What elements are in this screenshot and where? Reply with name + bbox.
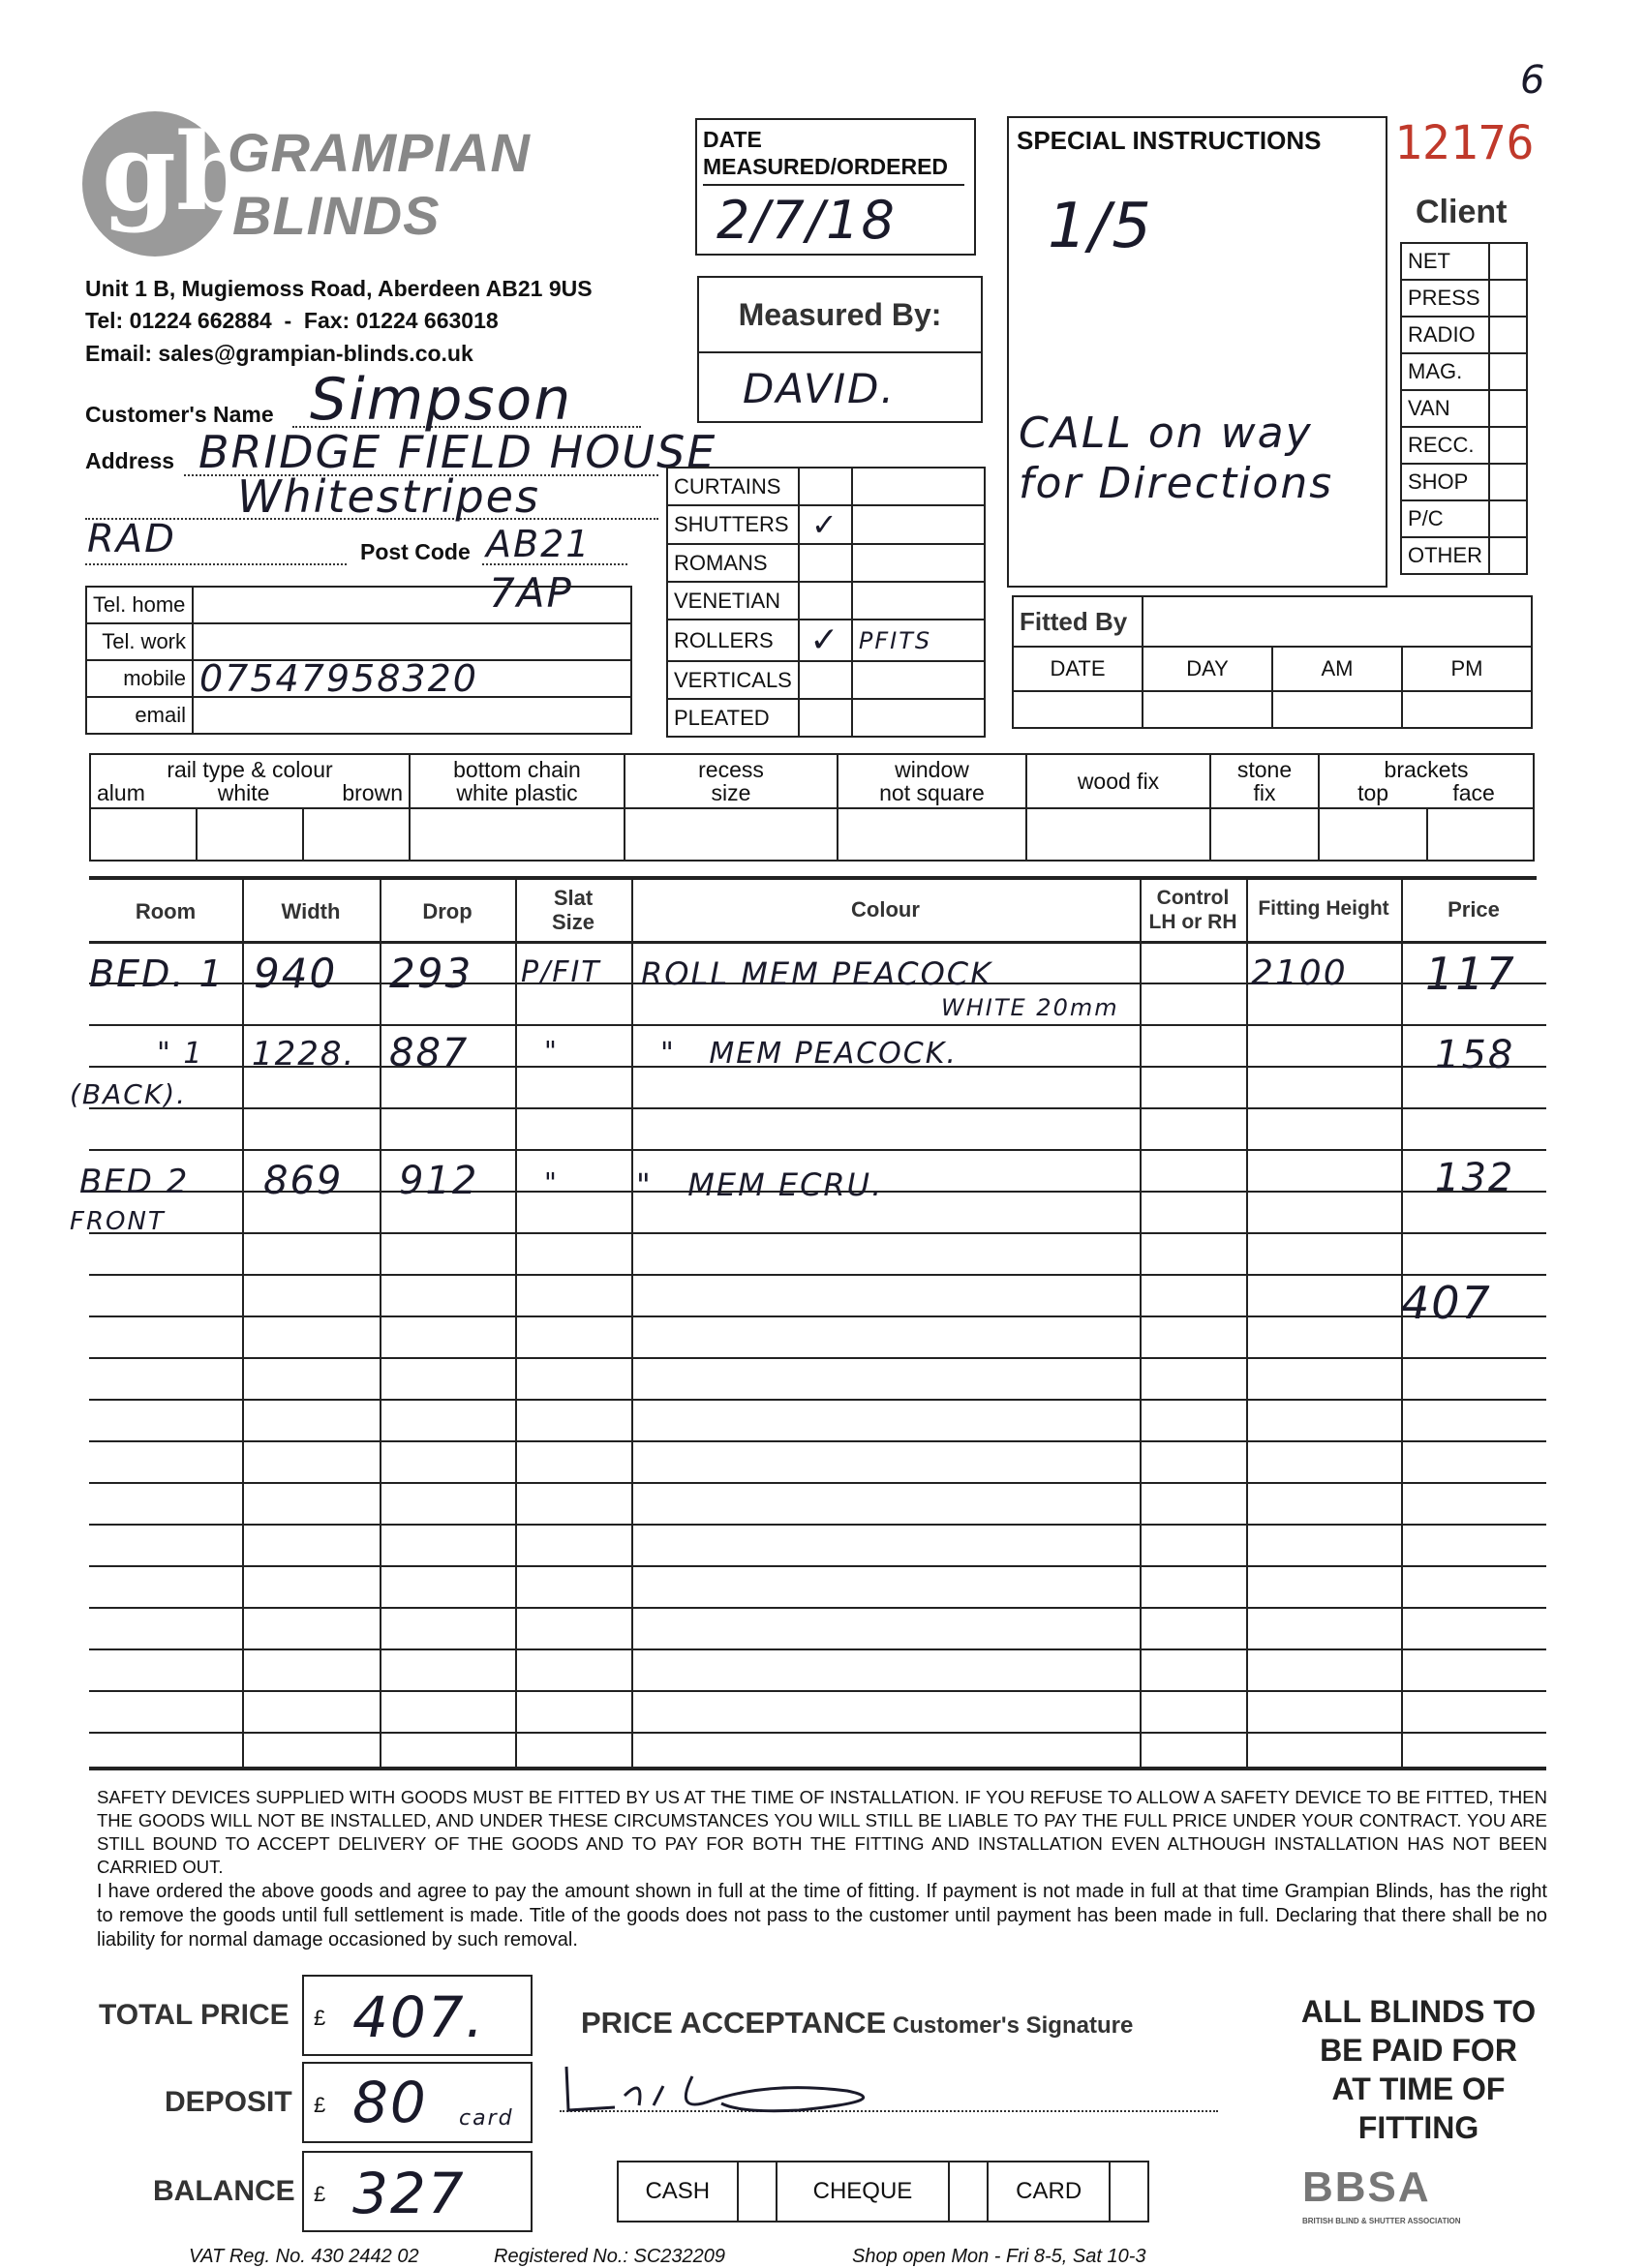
header-slat bbox=[515, 886, 631, 934]
row1-colour2[interactable]: WHITE 20mm bbox=[941, 994, 1119, 1021]
row-line bbox=[89, 941, 1546, 944]
row-line bbox=[89, 1232, 1546, 1234]
address-value1[interactable]: BRIDGE FIELD HOUSE bbox=[198, 426, 717, 478]
fitted-am-label: AM bbox=[1272, 647, 1402, 691]
customer-name-label: Customer's Name bbox=[85, 402, 274, 427]
row-line bbox=[89, 1482, 1546, 1484]
row-line bbox=[89, 1399, 1546, 1401]
footer-registered: Registered No.: SC232209 bbox=[494, 2246, 726, 2267]
col-divider-4 bbox=[631, 880, 633, 1767]
row2-colour[interactable]: " MEM PEACOCK. bbox=[660, 1037, 958, 1071]
client-pc-check[interactable] bbox=[1489, 500, 1527, 537]
payment-card-label: CARD bbox=[988, 2162, 1110, 2222]
product-shutters-note[interactable] bbox=[852, 505, 985, 544]
payment-methods-table bbox=[617, 2161, 1149, 2223]
measured-by-label: Measured By: bbox=[699, 278, 981, 353]
payment-cash-check[interactable] bbox=[738, 2162, 777, 2222]
order-table-bottom-rule bbox=[89, 1767, 1546, 1770]
client-press: PRESS bbox=[1401, 280, 1489, 317]
agreement-text: I have ordered the above goods and agree to pay the amount shown in full at the time of fitting. If payment is not made in full at that time Grampian Blinds, has the right to remove the goods until full settlement is made. Title of the goods does not pass to the customer until payment has been made in full. Declaring that there shall be no liability for normal damage occasioned by such removal. bbox=[97, 1881, 1547, 1950]
date-box bbox=[695, 118, 976, 256]
notice-line4: FITTING bbox=[1357, 2110, 1479, 2145]
client-table bbox=[1400, 242, 1528, 575]
notice-line1: ALL BLINDS TO bbox=[1300, 1994, 1537, 2029]
face-label: face bbox=[1452, 780, 1495, 805]
rail-type-label: rail type & colour bbox=[167, 757, 333, 782]
deposit-currency: £ bbox=[314, 2093, 326, 2117]
header-colour: Colour bbox=[851, 897, 920, 922]
client-recc-check[interactable] bbox=[1489, 427, 1527, 464]
client-other: OTHER bbox=[1401, 537, 1489, 574]
header-control bbox=[1140, 886, 1246, 934]
mobile-label: mobile bbox=[86, 660, 193, 697]
stone-fix-header bbox=[1210, 754, 1319, 808]
client-mag: MAG. bbox=[1401, 353, 1489, 390]
wood-fix-header: wood fix bbox=[1026, 754, 1210, 808]
phone-table bbox=[85, 586, 632, 735]
alum-field[interactable] bbox=[90, 808, 197, 861]
address-value2[interactable]: Whitestripes bbox=[237, 470, 540, 523]
date-value: 2/7/18 bbox=[716, 190, 897, 251]
row3-price[interactable]: 132 bbox=[1435, 1156, 1515, 1200]
measured-by-value: DAVID. bbox=[743, 365, 896, 412]
deposit-box[interactable] bbox=[302, 2062, 533, 2143]
email-field[interactable] bbox=[193, 697, 631, 734]
client-shop-check[interactable] bbox=[1489, 464, 1527, 500]
recess-label: recess bbox=[698, 757, 764, 782]
price-acceptance-label: PRICE ACCEPTANCE bbox=[581, 2006, 887, 2040]
header-slat-1: Slat bbox=[553, 886, 594, 910]
client-radio: RADIO bbox=[1401, 317, 1489, 353]
product-verticals-check[interactable] bbox=[799, 661, 852, 699]
special-instructions-value2: CALL on way for Directions bbox=[1019, 408, 1334, 508]
row-line bbox=[89, 1149, 1546, 1151]
product-pleated-note[interactable] bbox=[852, 699, 985, 737]
row1-price[interactable]: 117 bbox=[1425, 948, 1516, 1000]
row-line bbox=[89, 1690, 1546, 1692]
row2-drop[interactable]: 887 bbox=[389, 1031, 470, 1075]
balance-box[interactable] bbox=[302, 2151, 533, 2232]
product-romans-check[interactable] bbox=[799, 544, 852, 582]
client-shop: SHOP bbox=[1401, 464, 1489, 500]
client-press-check[interactable] bbox=[1489, 280, 1527, 317]
wood-fix-field[interactable] bbox=[1026, 808, 1210, 861]
company-address: Unit 1 B, Mugiemoss Road, Aberdeen AB21 9US bbox=[85, 276, 593, 301]
stone-label: stone bbox=[1236, 757, 1293, 782]
row1-colour[interactable]: ROLL MEM PEACOCK bbox=[641, 955, 993, 992]
product-shutters: SHUTTERS bbox=[667, 505, 799, 544]
company-name-line2: BLINDS bbox=[232, 185, 441, 246]
address-line3 bbox=[85, 563, 347, 565]
product-pleated-check[interactable] bbox=[799, 699, 852, 737]
order-table bbox=[70, 880, 1546, 1767]
recess-size-field[interactable] bbox=[625, 808, 838, 861]
footer-vat: VAT Reg. No. 430 2442 02 bbox=[189, 2246, 419, 2267]
total-price-label: TOTAL PRICE bbox=[99, 1999, 290, 2031]
window-label: window bbox=[895, 757, 969, 782]
col-divider-3 bbox=[515, 880, 517, 1767]
row-line bbox=[89, 1648, 1546, 1650]
row3-width[interactable]: 869 bbox=[263, 1159, 344, 1203]
address-value3[interactable]: RAD bbox=[87, 517, 176, 561]
row3-colour[interactable]: " MEM ECRU. bbox=[636, 1166, 884, 1203]
product-venetian-note[interactable] bbox=[852, 582, 985, 620]
row2-room2[interactable]: (BACK). bbox=[70, 1078, 188, 1110]
client-van-check[interactable] bbox=[1489, 390, 1527, 427]
company-phone: Tel: 01224 662884 - Fax: 01224 663018 bbox=[85, 308, 499, 333]
row1-slat[interactable]: P/FIT bbox=[521, 955, 601, 989]
notice-line3: AT TIME OF bbox=[1331, 2071, 1506, 2106]
postcode-value[interactable]: AB21 bbox=[486, 523, 592, 565]
total-price-value: 407. bbox=[352, 1984, 486, 2050]
special-instructions-value1: 1/5 bbox=[1048, 191, 1153, 262]
brackets-label: brackets bbox=[1384, 757, 1469, 782]
window-header bbox=[838, 754, 1026, 808]
date-label: DATE MEASURED/ORDERED bbox=[703, 126, 964, 186]
specs-table bbox=[89, 753, 1535, 862]
top-label: top bbox=[1357, 780, 1389, 805]
row3-slat[interactable]: " bbox=[544, 1166, 559, 1198]
deposit-value: 80 bbox=[352, 2070, 428, 2135]
payment-cheque-check[interactable] bbox=[949, 2162, 988, 2222]
row2-slat[interactable]: " bbox=[544, 1035, 559, 1067]
product-curtains-check[interactable] bbox=[799, 468, 852, 505]
product-pleated: PLEATED bbox=[667, 699, 799, 737]
product-venetian: VENETIAN bbox=[667, 582, 799, 620]
balance-value: 327 bbox=[352, 2161, 466, 2226]
product-romans: ROMANS bbox=[667, 544, 799, 582]
address-label: Address bbox=[85, 448, 175, 473]
page-number: 6 bbox=[1520, 58, 1547, 103]
size-label: size bbox=[711, 780, 751, 805]
white-field[interactable] bbox=[197, 808, 303, 861]
special-instructions-box bbox=[1007, 116, 1387, 588]
header-price: Price bbox=[1448, 897, 1500, 922]
tel-home-label: Tel. home bbox=[86, 587, 193, 623]
product-verticals-note[interactable] bbox=[852, 661, 985, 699]
notice-line2: BE PAID FOR bbox=[1320, 2033, 1517, 2068]
brackets-header bbox=[1319, 754, 1534, 808]
row-line bbox=[89, 1315, 1546, 1317]
product-curtains: CURTAINS bbox=[667, 468, 799, 505]
order-number: 12176 bbox=[1394, 116, 1535, 170]
row1-width[interactable]: 940 bbox=[254, 950, 338, 997]
fitted-pm-label: PM bbox=[1402, 647, 1532, 691]
fitted-by-field[interactable] bbox=[1143, 596, 1532, 647]
client-net: NET bbox=[1401, 243, 1489, 280]
customer-name-value[interactable]: Simpson bbox=[310, 366, 573, 434]
bracket-face-field[interactable] bbox=[1427, 808, 1534, 861]
row-line bbox=[89, 1565, 1546, 1567]
payment-card-check[interactable] bbox=[1110, 2162, 1148, 2222]
row1-room[interactable]: BED. 1 bbox=[89, 953, 225, 995]
total-price-box[interactable] bbox=[302, 1975, 533, 2056]
col-divider-2 bbox=[380, 880, 381, 1767]
bbsa-logo: BBSA bbox=[1302, 2163, 1431, 2211]
brown-field[interactable] bbox=[303, 808, 410, 861]
tel-home-field[interactable] bbox=[193, 587, 631, 623]
row1-fitting[interactable]: 2100 bbox=[1251, 953, 1348, 993]
header-room: Room bbox=[135, 899, 197, 923]
row3-room[interactable]: BED 2 bbox=[79, 1163, 190, 1201]
bbsa-subtitle: BRITISH BLIND & SHUTTER ASSOCIATION bbox=[1302, 2217, 1461, 2225]
client-other-check[interactable] bbox=[1489, 537, 1527, 574]
row-line bbox=[89, 1732, 1546, 1734]
signature-label: Customer's Signature bbox=[892, 2012, 1134, 2039]
white-label: white bbox=[217, 780, 270, 805]
client-net-check[interactable] bbox=[1489, 243, 1527, 280]
col-divider-5 bbox=[1140, 880, 1142, 1767]
company-name-line1: GRAMPIAN bbox=[228, 122, 531, 183]
total-currency: £ bbox=[314, 2006, 326, 2030]
fitted-day-label: DAY bbox=[1143, 647, 1272, 691]
mobile-field[interactable]: 07547958320 bbox=[193, 660, 631, 697]
product-romans-note[interactable] bbox=[852, 544, 985, 582]
fitted-date-label: DATE bbox=[1013, 647, 1143, 691]
email-label: email bbox=[86, 697, 193, 734]
fitted-am-field[interactable] bbox=[1272, 691, 1402, 728]
row1-drop[interactable]: 293 bbox=[389, 950, 473, 997]
special-instructions-label: SPECIAL INSTRUCTIONS bbox=[1017, 126, 1322, 155]
white-plastic-label: white plastic bbox=[456, 780, 578, 805]
safety-text: SAFETY DEVICES SUPPLIED WITH GOODS MUST BE FITTED BY US AT THE TIME OF INSTALLATION. IF YOU REFUSE TO ALLOW A SAFETY DEVICE TO BE FITTED, THEN THE GOODS WILL NOT BE INSTALLED, AND UNDER THESE CIRCUMSTANCES YOU WILL STILL BE LIABLE TO PAY THE FULL PRICE UNDER YOUR CONTRACT. YOU ARE STILL BOUND TO ACCEPT DELIVERY OF THE GOODS AND TO PAY FOR BOTH THE FITTING AND INSTALLATION EVEN ALTHOUGH INSTALLATION HAS NOT BEEN CARRIED OUT. bbox=[97, 1787, 1547, 1877]
payment-notice bbox=[1259, 1992, 1578, 2147]
bottom-chain-header bbox=[410, 754, 625, 808]
measured-by-box bbox=[697, 276, 983, 423]
bottom-chain-field[interactable] bbox=[410, 808, 625, 861]
header-fitting-height: Fitting Height bbox=[1258, 897, 1389, 920]
product-venetian-check[interactable] bbox=[799, 582, 852, 620]
header-control-2: LH or RH bbox=[1148, 911, 1237, 933]
header-width: Width bbox=[281, 899, 341, 923]
price-acceptance bbox=[581, 2006, 1133, 2041]
payment-cash-label: CASH bbox=[618, 2162, 738, 2222]
stone-fix-field[interactable] bbox=[1210, 808, 1319, 861]
order-total[interactable]: 407 bbox=[1401, 1277, 1492, 1329]
fitted-date-field[interactable] bbox=[1013, 691, 1143, 728]
fix-label: fix bbox=[1253, 780, 1276, 805]
row-line bbox=[89, 1607, 1546, 1609]
deposit-note: card bbox=[459, 2106, 514, 2131]
balance-currency: £ bbox=[314, 2182, 326, 2206]
products-table bbox=[666, 467, 986, 738]
client-recc: RECC. bbox=[1401, 427, 1489, 464]
col-divider-6 bbox=[1246, 880, 1248, 1767]
row-line bbox=[89, 1274, 1546, 1276]
row-line bbox=[89, 1107, 1546, 1109]
col-divider-1 bbox=[242, 880, 244, 1767]
tel-work-field[interactable] bbox=[193, 623, 631, 660]
logo-letters: gb bbox=[102, 109, 251, 234]
row-line bbox=[89, 1524, 1546, 1526]
client-van: VAN bbox=[1401, 390, 1489, 427]
header-drop: Drop bbox=[422, 899, 472, 923]
bottom-chain-label: bottom chain bbox=[453, 757, 581, 782]
footer-hours: Shop open Mon - Fri 8-5, Sat 10-3 bbox=[852, 2246, 1146, 2267]
client-pc: P/C bbox=[1401, 500, 1489, 537]
row2-room[interactable]: " 1 bbox=[157, 1037, 204, 1071]
row2-width[interactable]: 1228. bbox=[252, 1035, 356, 1074]
payment-cheque-label: CHEQUE bbox=[777, 2162, 950, 2222]
client-label: Client bbox=[1416, 194, 1508, 230]
company-email: Email: sales@grampian-blinds.co.uk bbox=[85, 341, 473, 366]
fitted-by-table bbox=[1012, 595, 1533, 729]
fitted-pm-field[interactable] bbox=[1402, 691, 1532, 728]
client-mag-check[interactable] bbox=[1489, 353, 1527, 390]
rail-type-header bbox=[90, 754, 410, 808]
row3-drop[interactable]: 912 bbox=[399, 1159, 479, 1203]
deposit-label: DEPOSIT bbox=[165, 2086, 292, 2118]
product-rollers-check[interactable]: ✓ bbox=[799, 620, 852, 661]
row-line bbox=[89, 1024, 1546, 1026]
row-line bbox=[89, 1440, 1546, 1442]
row3-room2[interactable]: FRONT bbox=[70, 1207, 166, 1236]
product-rollers-note[interactable]: PFITS bbox=[852, 620, 985, 661]
window-field[interactable] bbox=[838, 808, 1026, 861]
tel-work-label: Tel. work bbox=[86, 623, 193, 660]
not-square-label: not square bbox=[879, 780, 985, 805]
header-control-1: Control bbox=[1156, 887, 1230, 909]
postcode-value2[interactable]: 7AP bbox=[489, 569, 573, 617]
row2-price[interactable]: 158 bbox=[1435, 1033, 1515, 1077]
balance-label: BALANCE bbox=[153, 2175, 295, 2207]
recess-size-header bbox=[625, 754, 838, 808]
fitted-by-label: Fitted By bbox=[1013, 596, 1143, 647]
product-shutters-check[interactable]: ✓ bbox=[799, 505, 852, 544]
logo-circle bbox=[82, 109, 251, 257]
product-verticals: VERTICALS bbox=[667, 661, 799, 699]
row-line bbox=[89, 1357, 1546, 1359]
fitted-day-field[interactable] bbox=[1143, 691, 1272, 728]
postcode-label: Post Code bbox=[360, 539, 471, 564]
client-radio-check[interactable] bbox=[1489, 317, 1527, 353]
product-curtains-note[interactable] bbox=[852, 468, 985, 505]
header-slat-2: Size bbox=[551, 910, 595, 934]
product-rollers: ROLLERS bbox=[667, 620, 799, 661]
customer-signature[interactable] bbox=[557, 2057, 925, 2125]
alum-label: alum bbox=[97, 780, 145, 805]
bracket-top-field[interactable] bbox=[1319, 808, 1427, 861]
brown-label: brown bbox=[342, 780, 403, 805]
